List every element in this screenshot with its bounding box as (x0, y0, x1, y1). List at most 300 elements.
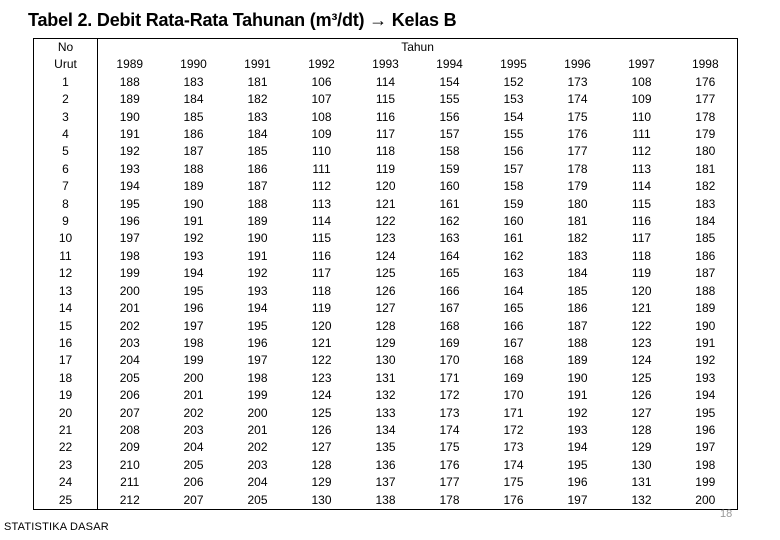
row-number-cell: 24 (34, 474, 98, 491)
discharge-value-cell: 176 (503, 492, 524, 507)
header-tahun: Tahun (401, 40, 434, 54)
discharge-value-cell: 130 (631, 457, 652, 472)
discharge-value-cell: 135 (375, 440, 396, 455)
discharge-value-cell: 116 (375, 109, 396, 124)
row-number-cell: 19 (34, 387, 98, 404)
discharge-value-cell: 196 (183, 301, 204, 316)
discharge-value-cell: 157 (439, 127, 460, 142)
discharge-value-cell: 195 (183, 283, 204, 298)
discharge-value-cell: 196 (567, 475, 588, 490)
discharge-value-cell: 187 (183, 144, 204, 159)
discharge-value-cell: 157 (503, 161, 524, 176)
discharge-value-cell: 116 (631, 214, 652, 229)
discharge-value-cell: 189 (183, 179, 204, 194)
discharge-value-cell: 119 (311, 301, 332, 316)
discharge-value-cell: 209 (119, 440, 140, 455)
header-year: 1993 (372, 57, 399, 72)
discharge-value-cell: 192 (247, 266, 268, 281)
discharge-value-cell: 172 (503, 422, 524, 437)
discharge-value-cell: 190 (567, 370, 588, 385)
discharge-value-cell: 194 (183, 266, 204, 281)
table-row (34, 213, 738, 230)
discharge-value-cell: 207 (183, 492, 204, 507)
discharge-value-cell: 188 (567, 335, 588, 350)
discharge-value-cell: 188 (695, 283, 716, 298)
table-row (34, 265, 738, 282)
discharge-value-cell: 136 (375, 457, 396, 472)
discharge-value-cell: 118 (311, 283, 332, 298)
discharge-value-cell: 203 (119, 335, 140, 350)
discharge-value-cell: 128 (311, 457, 332, 472)
discharge-value-cell: 191 (247, 248, 268, 263)
discharge-value-cell: 160 (439, 179, 460, 194)
discharge-value-cell: 155 (439, 92, 460, 107)
discharge-value-cell: 125 (631, 370, 652, 385)
discharge-value-cell: 201 (183, 388, 204, 403)
discharge-value-cell: 197 (567, 492, 588, 507)
discharge-value-cell: 114 (375, 74, 396, 89)
discharge-value-cell: 159 (439, 161, 460, 176)
table-row (34, 474, 738, 491)
discharge-value-cell: 120 (631, 283, 652, 298)
discharge-value-cell: 185 (695, 231, 716, 246)
discharge-value-cell: 188 (119, 74, 140, 89)
header-urut: Urut (34, 56, 98, 73)
discharge-value-cell: 212 (119, 492, 140, 507)
header-no: No (34, 39, 98, 57)
table-row (34, 91, 738, 108)
discharge-value-cell: 200 (183, 370, 204, 385)
discharge-value-cell: 119 (375, 161, 396, 176)
table-row (34, 318, 738, 335)
discharge-value-cell: 121 (631, 301, 652, 316)
discharge-value-cell: 187 (247, 179, 268, 194)
discharge-value-cell: 110 (631, 109, 652, 124)
table-row (34, 248, 738, 265)
table-row (34, 161, 738, 178)
row-number-cell: 2 (34, 91, 98, 108)
discharge-value-cell: 189 (567, 353, 588, 368)
discharge-value-cell: 191 (567, 388, 588, 403)
table-row (34, 422, 738, 439)
discharge-value-cell: 194 (119, 179, 140, 194)
discharge-value-cell: 207 (119, 405, 140, 420)
discharge-value-cell: 202 (119, 318, 140, 333)
table-row (34, 74, 738, 91)
discharge-value-cell: 173 (503, 440, 524, 455)
discharge-value-cell: 114 (311, 214, 332, 229)
header-year: 1998 (691, 57, 719, 72)
discharge-value-cell: 131 (375, 370, 396, 385)
discharge-value-cell: 210 (119, 457, 140, 472)
discharge-value-cell: 116 (311, 248, 332, 263)
discharge-value-cell: 202 (247, 440, 268, 455)
discharge-value-cell: 194 (247, 301, 268, 316)
discharge-value-cell: 187 (695, 266, 716, 281)
discharge-value-cell: 158 (439, 144, 460, 159)
discharge-value-cell: 163 (439, 231, 460, 246)
discharge-value-cell: 190 (695, 318, 716, 333)
row-number-cell: 5 (34, 143, 98, 160)
discharge-value-cell: 198 (247, 370, 268, 385)
discharge-value-cell: 115 (375, 92, 396, 107)
discharge-value-cell: 197 (119, 231, 140, 246)
table-row (34, 370, 738, 387)
discharge-value-cell: 162 (439, 214, 460, 229)
discharge-value-cell: 106 (311, 74, 332, 89)
discharge-value-cell: 128 (631, 422, 652, 437)
discharge-value-cell: 132 (631, 492, 652, 507)
row-number-cell: 8 (34, 196, 98, 213)
discharge-value-cell: 164 (503, 283, 524, 298)
discharge-value-cell: 120 (311, 318, 332, 333)
discharge-value-cell: 156 (503, 144, 524, 159)
row-number-cell: 12 (34, 265, 98, 282)
discharge-value-cell: 196 (247, 335, 268, 350)
discharge-value-cell: 181 (567, 214, 588, 229)
discharge-value-cell: 113 (631, 161, 652, 176)
discharge-value-cell: 170 (439, 353, 460, 368)
discharge-value-cell: 193 (247, 283, 268, 298)
row-number-cell: 23 (34, 457, 98, 474)
discharge-value-cell: 204 (183, 440, 204, 455)
discharge-value-cell: 192 (119, 144, 140, 159)
discharge-value-cell: 109 (631, 92, 652, 107)
discharge-value-cell: 203 (247, 457, 268, 472)
discharge-value-cell: 168 (503, 353, 524, 368)
discharge-value-cell: 114 (631, 179, 652, 194)
discharge-value-cell: 118 (631, 248, 652, 263)
discharge-value-cell: 183 (183, 74, 204, 89)
discharge-value-cell: 125 (311, 405, 332, 420)
table-row (34, 335, 738, 352)
discharge-value-cell: 115 (631, 196, 652, 211)
discharge-value-cell: 200 (695, 492, 716, 507)
discharge-value-cell: 124 (631, 353, 652, 368)
table-row (34, 126, 738, 143)
discharge-value-cell: 123 (631, 335, 652, 350)
discharge-value-cell: 162 (503, 248, 524, 263)
discharge-value-cell: 195 (247, 318, 268, 333)
discharge-value-cell: 206 (183, 475, 204, 490)
discharge-value-cell: 164 (439, 248, 460, 263)
discharge-value-cell: 156 (439, 109, 460, 124)
discharge-value-cell: 129 (631, 440, 652, 455)
discharge-value-cell: 189 (119, 92, 140, 107)
row-number-cell: 10 (34, 230, 98, 247)
discharge-value-cell: 188 (247, 196, 268, 211)
discharge-value-cell: 199 (247, 388, 268, 403)
discharge-value-cell: 112 (631, 144, 652, 159)
discharge-value-cell: 198 (119, 248, 140, 263)
discharge-table-wrapper (33, 38, 737, 510)
discharge-value-cell: 204 (119, 353, 140, 368)
discharge-value-cell: 201 (119, 301, 140, 316)
discharge-value-cell: 182 (695, 179, 716, 194)
discharge-value-cell: 126 (375, 283, 396, 298)
discharge-value-cell: 119 (631, 266, 652, 281)
table-row (34, 178, 738, 195)
discharge-value-cell: 191 (695, 335, 716, 350)
discharge-value-cell: 122 (631, 318, 652, 333)
table-row (34, 387, 738, 404)
discharge-value-cell: 188 (183, 161, 204, 176)
discharge-value-cell: 180 (567, 196, 588, 211)
discharge-value-cell: 166 (439, 283, 460, 298)
discharge-value-cell: 184 (567, 266, 588, 281)
discharge-value-cell: 205 (119, 370, 140, 385)
discharge-value-cell: 161 (503, 231, 524, 246)
discharge-value-cell: 137 (375, 475, 396, 490)
discharge-value-cell: 115 (311, 231, 332, 246)
discharge-value-cell: 133 (375, 405, 396, 420)
discharge-value-cell: 184 (247, 127, 268, 142)
discharge-value-cell: 197 (183, 318, 204, 333)
discharge-value-cell: 196 (695, 422, 716, 437)
discharge-value-cell: 118 (375, 144, 396, 159)
discharge-value-cell: 191 (119, 127, 140, 142)
discharge-value-cell: 175 (567, 109, 588, 124)
discharge-value-cell: 195 (567, 457, 588, 472)
discharge-value-cell: 111 (632, 127, 651, 142)
header-year: 1997 (628, 57, 655, 72)
discharge-value-cell: 198 (183, 335, 204, 350)
discharge-value-cell: 125 (375, 266, 396, 281)
discharge-value-cell: 120 (375, 179, 396, 194)
discharge-value-cell: 183 (567, 248, 588, 263)
discharge-value-cell: 108 (311, 109, 332, 124)
discharge-value-cell: 186 (567, 301, 588, 316)
discharge-value-cell: 190 (183, 196, 204, 211)
discharge-value-cell: 186 (183, 127, 204, 142)
discharge-value-cell: 194 (567, 440, 588, 455)
discharge-value-cell: 185 (247, 144, 268, 159)
discharge-value-cell: 195 (119, 196, 140, 211)
discharge-value-cell: 186 (247, 161, 268, 176)
header-year: 1994 (436, 57, 463, 72)
discharge-value-cell: 182 (567, 231, 588, 246)
discharge-value-cell: 178 (695, 109, 716, 124)
discharge-value-cell: 180 (695, 144, 716, 159)
table-header (34, 39, 738, 74)
discharge-value-cell: 126 (631, 388, 652, 403)
discharge-value-cell: 174 (439, 422, 460, 437)
row-number-cell: 11 (34, 248, 98, 265)
discharge-value-cell: 134 (375, 422, 396, 437)
row-number-cell: 7 (34, 178, 98, 195)
discharge-value-cell: 127 (375, 301, 396, 316)
discharge-value-cell: 195 (695, 405, 716, 420)
discharge-value-cell: 175 (503, 475, 524, 490)
discharge-value-cell: 127 (311, 440, 332, 455)
discharge-value-cell: 179 (695, 127, 716, 142)
discharge-value-cell: 176 (439, 457, 460, 472)
discharge-value-cell: 197 (695, 440, 716, 455)
discharge-value-cell: 112 (311, 179, 332, 194)
discharge-value-cell: 199 (695, 475, 716, 490)
discharge-value-cell: 173 (439, 405, 460, 420)
discharge-value-cell: 199 (119, 266, 140, 281)
discharge-value-cell: 190 (247, 231, 268, 246)
table-row (34, 283, 738, 300)
discharge-value-cell: 159 (503, 196, 524, 211)
discharge-value-cell: 176 (695, 74, 716, 89)
discharge-value-cell: 187 (567, 318, 588, 333)
table-row (34, 196, 738, 213)
discharge-value-cell: 117 (311, 266, 332, 281)
table-row (34, 457, 738, 474)
row-number-cell: 17 (34, 352, 98, 369)
discharge-value-cell: 154 (503, 109, 524, 124)
discharge-value-cell: 189 (695, 301, 716, 316)
discharge-value-cell: 184 (183, 92, 204, 107)
discharge-value-cell: 170 (503, 388, 524, 403)
discharge-value-cell: 175 (439, 440, 460, 455)
discharge-value-cell: 202 (183, 405, 204, 420)
discharge-value-cell: 107 (311, 92, 332, 107)
discharge-value-cell: 166 (503, 318, 524, 333)
discharge-value-cell: 124 (375, 248, 396, 263)
discharge-value-cell: 183 (695, 196, 716, 211)
row-number-cell: 18 (34, 370, 98, 387)
discharge-value-cell: 124 (311, 388, 332, 403)
discharge-value-cell: 123 (311, 370, 332, 385)
discharge-value-cell: 126 (311, 422, 332, 437)
discharge-value-cell: 173 (567, 74, 588, 89)
header-year: 1989 (116, 57, 144, 72)
discharge-value-cell: 167 (503, 335, 524, 350)
table-row (34, 143, 738, 160)
row-number-cell: 20 (34, 405, 98, 422)
discharge-value-cell: 155 (503, 127, 524, 142)
row-number-cell: 22 (34, 439, 98, 456)
discharge-table (33, 38, 738, 510)
discharge-value-cell: 178 (439, 492, 460, 507)
discharge-value-cell: 181 (695, 161, 716, 176)
row-number-cell: 15 (34, 318, 98, 335)
discharge-value-cell: 154 (439, 74, 460, 89)
table-row (34, 439, 738, 456)
discharge-value-cell: 132 (375, 388, 396, 403)
discharge-value-cell: 177 (695, 92, 716, 107)
discharge-value-cell: 193 (567, 422, 588, 437)
discharge-value-cell: 200 (119, 283, 140, 298)
discharge-value-cell: 165 (439, 266, 460, 281)
discharge-value-cell: 193 (695, 370, 716, 385)
discharge-value-cell: 199 (183, 353, 204, 368)
discharge-value-cell: 152 (503, 74, 524, 89)
discharge-value-cell: 174 (503, 457, 524, 472)
discharge-value-cell: 117 (375, 127, 396, 142)
header-year: 1992 (308, 57, 335, 72)
discharge-value-cell: 169 (503, 370, 524, 385)
discharge-value-cell: 171 (439, 370, 460, 385)
table-row (34, 230, 738, 247)
discharge-value-cell: 194 (695, 388, 716, 403)
discharge-value-cell: 108 (631, 74, 652, 89)
discharge-value-cell: 189 (247, 214, 268, 229)
discharge-value-cell: 138 (375, 492, 396, 507)
discharge-value-cell: 165 (503, 301, 524, 316)
row-number-cell: 9 (34, 213, 98, 230)
discharge-value-cell: 184 (695, 214, 716, 229)
row-number-cell: 21 (34, 422, 98, 439)
discharge-value-cell: 129 (375, 335, 396, 350)
discharge-value-cell: 128 (375, 318, 396, 333)
discharge-value-cell: 158 (503, 179, 524, 194)
discharge-value-cell: 127 (631, 405, 652, 420)
discharge-value-cell: 183 (247, 109, 268, 124)
discharge-value-cell: 185 (183, 109, 204, 124)
discharge-value-cell: 113 (311, 196, 332, 211)
discharge-value-cell: 192 (695, 353, 716, 368)
header-row-years (34, 56, 738, 73)
discharge-value-cell: 130 (311, 492, 332, 507)
row-number-cell: 16 (34, 335, 98, 352)
header-year: 1991 (244, 57, 271, 72)
row-number-cell: 4 (34, 126, 98, 143)
discharge-value-cell: 178 (567, 161, 588, 176)
discharge-value-cell: 177 (439, 475, 460, 490)
discharge-value-cell: 121 (311, 335, 332, 350)
discharge-value-cell: 169 (439, 335, 460, 350)
table-row (34, 492, 738, 510)
row-number-cell: 1 (34, 74, 98, 91)
row-number-cell: 6 (34, 161, 98, 178)
discharge-value-cell: 190 (119, 109, 140, 124)
discharge-value-cell: 186 (695, 248, 716, 263)
discharge-value-cell: 205 (247, 492, 268, 507)
discharge-value-cell: 193 (119, 161, 140, 176)
discharge-value-cell: 204 (247, 475, 268, 490)
table-row (34, 109, 738, 126)
discharge-value-cell: 192 (183, 231, 204, 246)
discharge-value-cell: 110 (311, 144, 332, 159)
discharge-value-cell: 185 (567, 283, 588, 298)
discharge-value-cell: 109 (311, 127, 332, 142)
row-number-cell: 14 (34, 300, 98, 317)
discharge-value-cell: 198 (695, 457, 716, 472)
discharge-value-cell: 177 (567, 144, 588, 159)
table-row (34, 300, 738, 317)
discharge-value-cell: 111 (312, 161, 331, 176)
discharge-value-cell: 211 (120, 475, 140, 490)
discharge-value-cell: 208 (119, 422, 140, 437)
discharge-value-cell: 122 (375, 214, 396, 229)
page-number: 18 (720, 508, 733, 520)
discharge-value-cell: 123 (375, 231, 396, 246)
discharge-value-cell: 181 (247, 74, 268, 89)
footer-course-label: STATISTIKA DASAR (4, 521, 109, 533)
discharge-value-cell: 203 (183, 422, 204, 437)
discharge-value-cell: 201 (247, 422, 268, 437)
discharge-value-cell: 179 (567, 179, 588, 194)
discharge-value-cell: 129 (311, 475, 332, 490)
header-row-1 (34, 39, 738, 57)
discharge-value-cell: 168 (439, 318, 460, 333)
header-year: 1990 (180, 57, 207, 72)
discharge-value-cell: 160 (503, 214, 524, 229)
discharge-value-cell: 196 (119, 214, 140, 229)
row-number-cell: 3 (34, 109, 98, 126)
discharge-value-cell: 191 (183, 214, 204, 229)
discharge-value-cell: 163 (503, 266, 524, 281)
discharge-value-cell: 172 (439, 388, 460, 403)
discharge-value-cell: 161 (439, 196, 460, 211)
discharge-value-cell: 131 (631, 475, 652, 490)
discharge-value-cell: 171 (503, 405, 524, 420)
discharge-value-cell: 130 (375, 353, 396, 368)
